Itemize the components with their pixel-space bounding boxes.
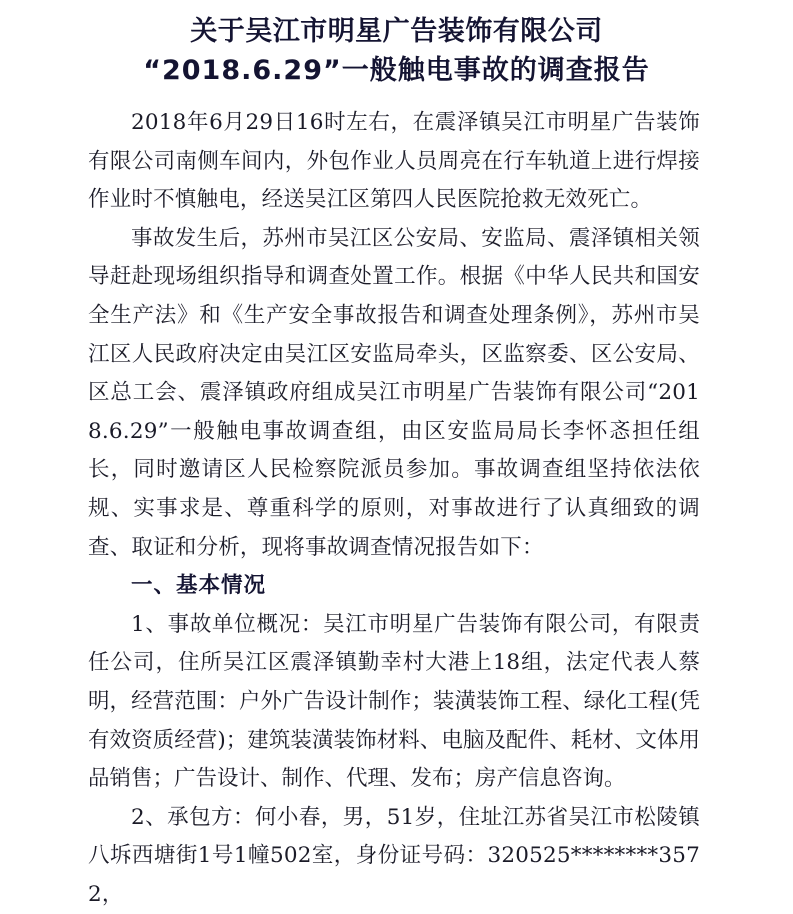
paragraph-contractor: 2、承包方：何小春，男，51岁，住址江苏省吴江市松陵镇八坼西塘街1号1幢502室，身份证号码：320525********3572， (88, 804, 700, 907)
heading-section-one: 一、基本情况 (131, 573, 267, 599)
page-title-line-2: “2018.6.29”一般触电事故的调查报告 (143, 55, 650, 86)
paragraph-investigation-group: 事故发生后，苏州市吴江区公安局、安监局、震泽镇相关领导赶赴现场组织指导和调查处置工作。根据《中华人民共和国安全生产法》和《生产安全事故报告和调查处理条例》，苏州市吴江区人民政府决定由吴江区安监局牵头，区监察委、区公安局、区总工会、震泽镇政府组成吴江市明星广告装饰有限公司“2018.6.29”一般触电事故调查组，由区安监局局长李怀忞担任组长，同时邀请区人民检察院派员参加。事故调查组坚持依法依规、实事求是、尊重科学的原则，对事故进行了认真细致的调查、取证和分析，现将事故调查情况报告如下： (88, 225, 700, 560)
paragraph-company-profile: 1、事故单位概况：吴江市明星广告装饰有限公司，有限责任公司，住所吴江区震泽镇勤幸村大港上18组，法定代表人蔡明，经营范围：户外广告设计制作；装潢装饰工程、绿化工程(凭有效资质经营)；建筑装潢装饰材料、电脑及配件、耗材、文体用品销售；广告设计、制作、代理、发布；房产信息咨询。 (88, 611, 700, 792)
document-body (0, 90, 793, 914)
page-title-line-1: 关于吴江市明星广告装饰有限公司 (190, 16, 603, 47)
paragraph-incident-summary: 2018年6月29日16时左右，在震泽镇吴江市明星广告装饰有限公司南侧车间内，外包作业人员周亮在行车轨道上进行焊接作业时不慎触电，经送吴江区第四人民医院抢救无效死亡。 (88, 110, 700, 213)
page-title (0, 0, 793, 90)
